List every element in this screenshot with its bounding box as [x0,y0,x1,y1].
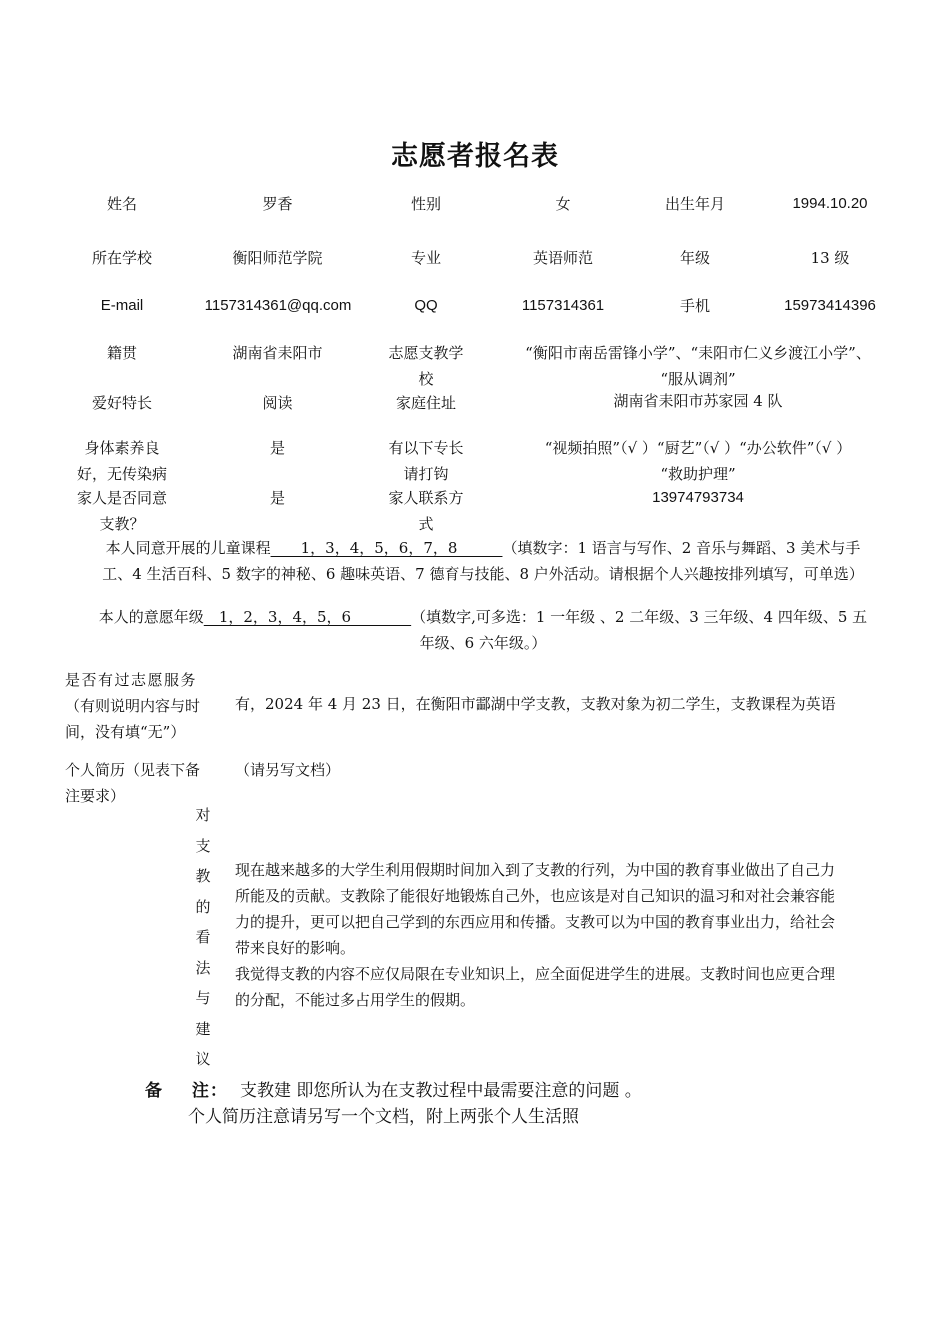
address-value: 湖南省耒阳市苏家园 4 队 [613,392,783,410]
skills-label-line2: 请打钩 [403,465,449,483]
resume-value: （请另写文档） [235,761,341,779]
service-label [65,667,220,745]
name-label: 姓名 [106,195,137,213]
family-consent-value: 是 [269,489,285,507]
resume-label-line1: 个人简历（见表下备 [65,761,201,779]
health-label [62,435,182,487]
service-value: 有，2024 年 4 月 23 日，在衡阳市酃湖中学支教，支教对象为初二学生，支教课程为英语 [235,695,836,713]
health-label-line2: 好，无传染病 [76,465,167,483]
remark-label: 备 注： [145,1081,228,1101]
grade-label: 年级 [679,249,710,267]
opinion-label-char: 看 [195,928,211,946]
courses-hint-line1: （填数字：1 语言与写作、2 音乐与舞蹈、3 美术与手 [502,539,861,557]
address-label: 家庭住址 [395,394,456,412]
native-place-value: 湖南省耒阳市 [232,344,323,362]
hobby-value: 阅读 [262,394,293,412]
form-title: 志愿者报名表 [391,141,559,172]
grades-line1 [58,604,908,630]
service-label-line1: 是否有过志愿服务 [65,671,198,689]
email-label: E-mail [100,297,144,314]
opinion-text [235,857,907,1013]
opinion-para1-line1: 现在越来越多的大学生利用假期时间加入到了支教的行列，为中国的教育事业做出了自己力 [235,861,836,879]
skills-value [488,435,908,487]
remark-line1: 支教建 即您所认为在支教过程中最需要注意的问题 。 [240,1081,642,1101]
birth-label: 出生年月 [664,195,725,213]
grades-value: __1，2，3，4，5，6________ [203,608,412,626]
opinion-para1-line2: 所能及的贡献。支教除了能很好地锻炼自己外，也应该是对自己知识的温习和对社会兼容能 [235,887,836,905]
opinion-para2-line2: 的分配，不能过多占用学生的假期。 [235,991,476,1009]
opinion-label-char: 教 [195,867,211,885]
name-value: 罗香 [262,195,293,213]
qq-label: QQ [414,297,438,314]
phone-value: 15973414396 [784,297,876,314]
major-value: 英语师范 [532,249,593,267]
service-label-line3: 间，没有填“无”） [65,723,186,741]
courses-value: ____1，3，4，5，6，7，8______ [270,539,503,557]
qq-value: 1157314361 [521,297,605,314]
family-contact-value: 13974793734 [652,489,744,506]
courses-section [58,535,908,587]
opinion-label [193,800,213,1075]
family-consent-label [62,485,182,537]
target-school-label-line2: 校 [418,370,434,388]
opinion-label-char: 的 [195,897,211,916]
skills-value-line1: “视频拍照”（√ ）“厨艺”（√ ）“办公软件”（√ ） [544,439,852,457]
skills-value-line2: “救助护理” [660,465,736,483]
family-contact-label-line2: 式 [418,515,434,533]
target-school-value-line1: “衡阳市南岳雷锋小学”、“耒阳市仁义乡渡江小学”、 [525,344,871,362]
grades-hint-line2: 年级、6 六年级。） [419,634,547,652]
opinion-label-char: 议 [195,1050,211,1068]
target-school-value [488,340,908,392]
skills-label-line1: 有以下专长 [388,439,464,457]
opinion-para1-line4: 带来良好的影响。 [235,939,356,957]
courses-hint-line2: 工、4 生活百科、5 数字的神秘、6 趣味英语、7 德育与技能、8 户外活动。请根据个人兴趣按排列填写，可单选） [102,565,864,583]
courses-prefix: 本人同意开展的儿童课程 [105,539,271,557]
resume-label-line2: 注要求） [65,787,126,805]
health-label-line1: 身体素养良 [84,439,160,457]
native-place-label: 籍贯 [106,344,137,362]
target-school-value-line2: “服从调剂” [660,370,736,388]
health-value: 是 [269,439,285,457]
opinion-para2-line1: 我觉得支教的内容不应仅局限在专业知识上，应全面促进学生的进展。支教时间也应更合理 [235,965,836,983]
target-school-label [376,340,476,392]
gender-value: 女 [555,195,571,213]
courses-line1 [58,535,908,561]
service-label-line2: （有则说明内容与时 [65,697,201,715]
opinion-label-char: 支 [195,836,211,855]
phone-label: 手机 [679,297,710,315]
grades-hint-line1: （填数字,可多选：1 一年级 、2 二年级、3 三年级、4 四年级、5 五 [411,608,868,626]
opinion-label-char: 建 [195,1019,211,1038]
opinion-label-char: 法 [195,958,211,977]
opinion-para1-line3: 力的提升，更可以把自己学到的东西应用和传播。支教可以为中国的教育事业出力，给社会 [235,913,836,931]
target-school-label-line1: 志愿支教学 [388,344,464,362]
gender-label: 性别 [410,195,441,213]
major-label: 专业 [410,249,441,267]
hobby-label: 爱好特长 [91,394,152,412]
family-contact-label-line1: 家人联系方 [388,489,464,507]
opinion-label-char: 对 [195,806,211,824]
family-contact-label [376,485,476,537]
email-value: 1157314361@qq.com [204,297,352,314]
school-value: 衡阳师范学院 [232,249,323,267]
opinion-label-char: 与 [195,989,211,1007]
grades-prefix: 本人的意愿年级 [98,608,204,626]
school-label: 所在学校 [91,249,152,267]
birth-value: 1994.10.20 [792,195,868,212]
family-consent-label-line1: 家人是否同意 [76,489,167,507]
remark-line2: 个人简历注意请另写一个文档，附上两张个人生活照 [188,1107,579,1127]
grades-section [58,604,908,656]
grade-value: 13 级 [810,249,850,267]
family-consent-label-line2: 支教？ [99,515,145,533]
skills-label [376,435,476,487]
